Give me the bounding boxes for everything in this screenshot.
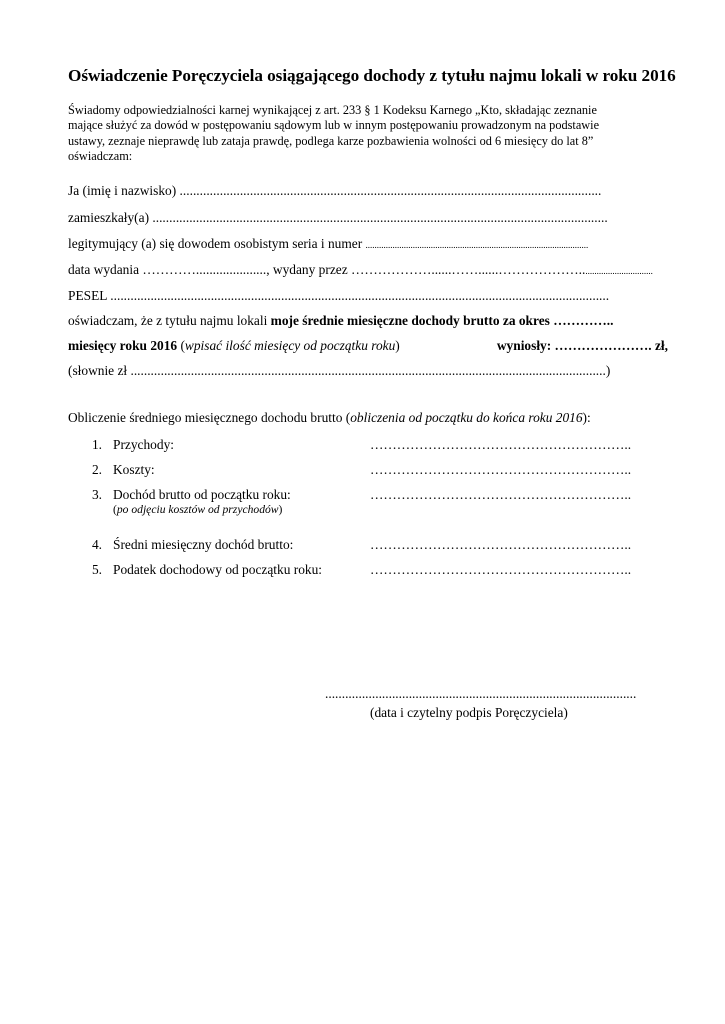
intro-line: oświadczam: [68, 148, 133, 163]
id-document-field[interactable] [68, 236, 673, 252]
item-number: 2. [91, 462, 102, 477]
income-declaration-line [68, 313, 613, 329]
revenue-label: Przychody: [113, 437, 174, 452]
intro-line: Świadomy odpowiedzialności karnej wynikającej z art. 233 § 1 Kodeksu Karnego „Kto, składając zeznanie [68, 103, 597, 117]
id-document-dots: ................................................................................................... [365, 240, 589, 250]
signature-caption: (data i czytelny podpis Poręczyciela) [370, 705, 568, 720]
note-paren-open: ( [113, 503, 117, 516]
months-label: miesięcy roku 2016 [68, 338, 178, 353]
average-income-field[interactable]: ………………………………………………….. [370, 537, 632, 552]
issued-by-label: , wydany przez ………………......……......……………….. [266, 262, 586, 277]
note-text: po odjęciu kosztów od przychodów [116, 503, 279, 516]
legal-intro [68, 103, 673, 164]
heading-prefix: Obliczenie średniego miesięcznego dochodu brutto ( [68, 410, 351, 425]
amount-in-words-field[interactable]: (słownie zł ..............................................................................................................................................) [68, 363, 611, 378]
intro-line: ustawy, zeznaje nieprawdę lub zataja prawdę, podlega karze pozbawienia wolności od 6 miesięcy do lat 8” [68, 133, 594, 148]
heading-period: obliczenia od początku do końca roku 2016 [350, 410, 583, 425]
name-field[interactable]: Ja (imię i nazwisko) .............................................................................................................................. [68, 183, 602, 198]
item-number: 4. [91, 537, 102, 552]
paren-close: ) [395, 338, 400, 353]
issue-date-field[interactable] [68, 262, 673, 278]
id-document-label: legitymujący (a) się dowodem osobistym seria i numer [68, 236, 366, 251]
average-income-label: Średni miesięczny dochód brutto: [113, 537, 294, 552]
paren-open: ( [177, 338, 185, 353]
gross-income-field[interactable]: ………………………………………………….. [370, 487, 632, 502]
document-title: Oświadczenie Poręczyciela osiągającego dochody z tytułu najmu lokali w roku 2016 [68, 66, 676, 85]
note-paren-close: ) [278, 503, 283, 516]
months-line [68, 338, 668, 354]
amount-field[interactable]: wyniosły: …………………. zł, [496, 338, 668, 353]
declaration-prefix: oświadczam, że z tytułu najmu lokali [68, 313, 271, 328]
gross-income-label: Dochód brutto od początku roku: [113, 487, 291, 502]
income-tax-field[interactable]: ………………………………………………….. [370, 562, 632, 577]
calculation-heading [68, 410, 591, 426]
address-field[interactable]: zamieszkały(a) ........................................................................................................................................ [68, 210, 608, 225]
signature-field[interactable]: ............................................................................................. [325, 686, 637, 701]
item-number: 1. [91, 437, 102, 452]
item-number: 5. [91, 562, 102, 577]
income-tax-label: Podatek dochodowy od początku roku: [113, 562, 322, 577]
costs-field[interactable]: ………………………………………………….. [370, 462, 632, 477]
months-hint: wpisać ilość miesięcy od początku roku [184, 338, 396, 353]
pesel-field[interactable]: PESEL ..................................................................................................................................................... [68, 288, 610, 303]
item-number: 3. [91, 487, 102, 502]
heading-suffix: ): [582, 410, 591, 425]
issue-date-label: data wydania …………..................... [68, 262, 267, 277]
costs-label: Koszty: [113, 462, 155, 477]
revenue-field[interactable]: ………………………………………………….. [370, 437, 632, 452]
declaration-period[interactable]: moje średnie miesięczne dochody brutto za okres ………….. [270, 313, 614, 328]
gross-income-note [113, 503, 282, 516]
issued-by-dots: .............................. [585, 266, 653, 276]
intro-line: mające służyć za dowód w postępowaniu sądowym lub w innym postępowaniu prowadzonym na podstawie [68, 118, 600, 133]
